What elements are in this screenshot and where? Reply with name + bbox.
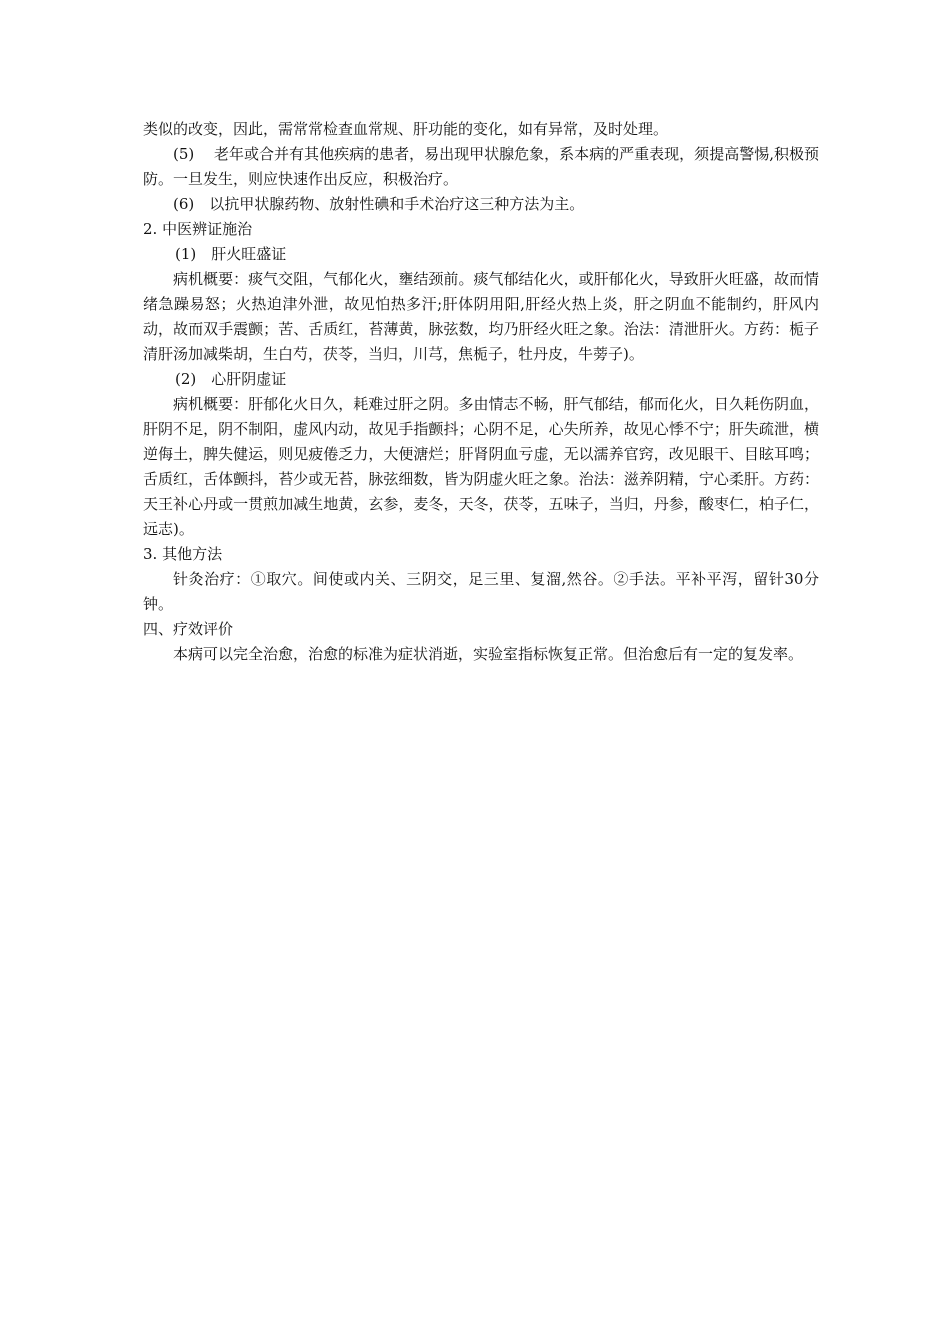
subheading-1-body: 病机概要：痰气交阻，气郁化火，壅结颈前。痰气郁结化火，或肝郁化火，导致肝火旺盛，故而情绪急躁易怒；火热迫津外泄，故见怕热多汗;肝体阴用阳,肝经火热上炎，肝之阴血不能制约，肝风内动，故而双手震颤；苦、舌质红，苔薄黄，脉弦数，均乃肝经火旺之象。治法：清泄肝火。方药：栀子清肝汤加减柴胡，生白芍，茯苓，当归，川芎，焦栀子，牡丹皮，牛蒡子)。 [143, 270, 819, 363]
section-3-body: 针灸治疗：①取穴。间使或内关、三阴交，足三里、复溜,然谷。②手法。平补平泻，留针30分钟。 [143, 570, 819, 613]
section-heading-4: 四、疗效评价 [143, 620, 234, 638]
section-4-body: 本病可以完全治愈，治愈的标准为症状消逝，实验室指标恢复正常。但治愈后有一定的复发率。 [173, 645, 804, 663]
item-5: (5) 老年或合并有其他疾病的患者，易出现甲状腺危象，系本病的严重表现，须提高警惕,积极预防。一旦发生，则应快速作出反应，积极治疗。 [143, 145, 819, 188]
continued-paragraph: 类似的改变，因此，需常常检查血常规、肝功能的变化，如有异常，及时处理。 [143, 120, 669, 138]
section-heading-3: 3. 其他方法 [143, 545, 223, 563]
document-page [143, 117, 819, 667]
item-6: (6) 以抗甲状腺药物、放射性碘和手术治疗这三种方法为主。 [173, 195, 585, 213]
section-heading-2: 2. 中医辨证施治 [143, 220, 253, 238]
subheading-2-body: 病机概要：肝郁化火日久，耗难过肝之阴。多由情志不畅，肝气郁结，郁而化火，日久耗伤阴血，肝阴不足，阴不制阳，虚风内动，故见手指颤抖；心阴不足，心失所养，故见心悸不宁；肝失疏泄，横逆侮土，脾失健运，则见疲倦乏力，大便溏烂；肝肾阴血亏虚，无以濡养官窍，改见眼干、目眩耳鸣；舌质红，舌体颤抖，苔少或无苔，脉弦细数，皆为阴虚火旺之象。治法：滋养阴精，宁心柔肝。方药：天王补心丹或一贯煎加减生地黄，玄参，麦冬，天冬，茯苓，五味子，当归，丹参，酸枣仁，柏子仁，远志)。 [143, 395, 819, 538]
subheading-2: (2) 心肝阴虚证 [175, 370, 287, 388]
subheading-1: (1) 肝火旺盛证 [175, 245, 287, 263]
